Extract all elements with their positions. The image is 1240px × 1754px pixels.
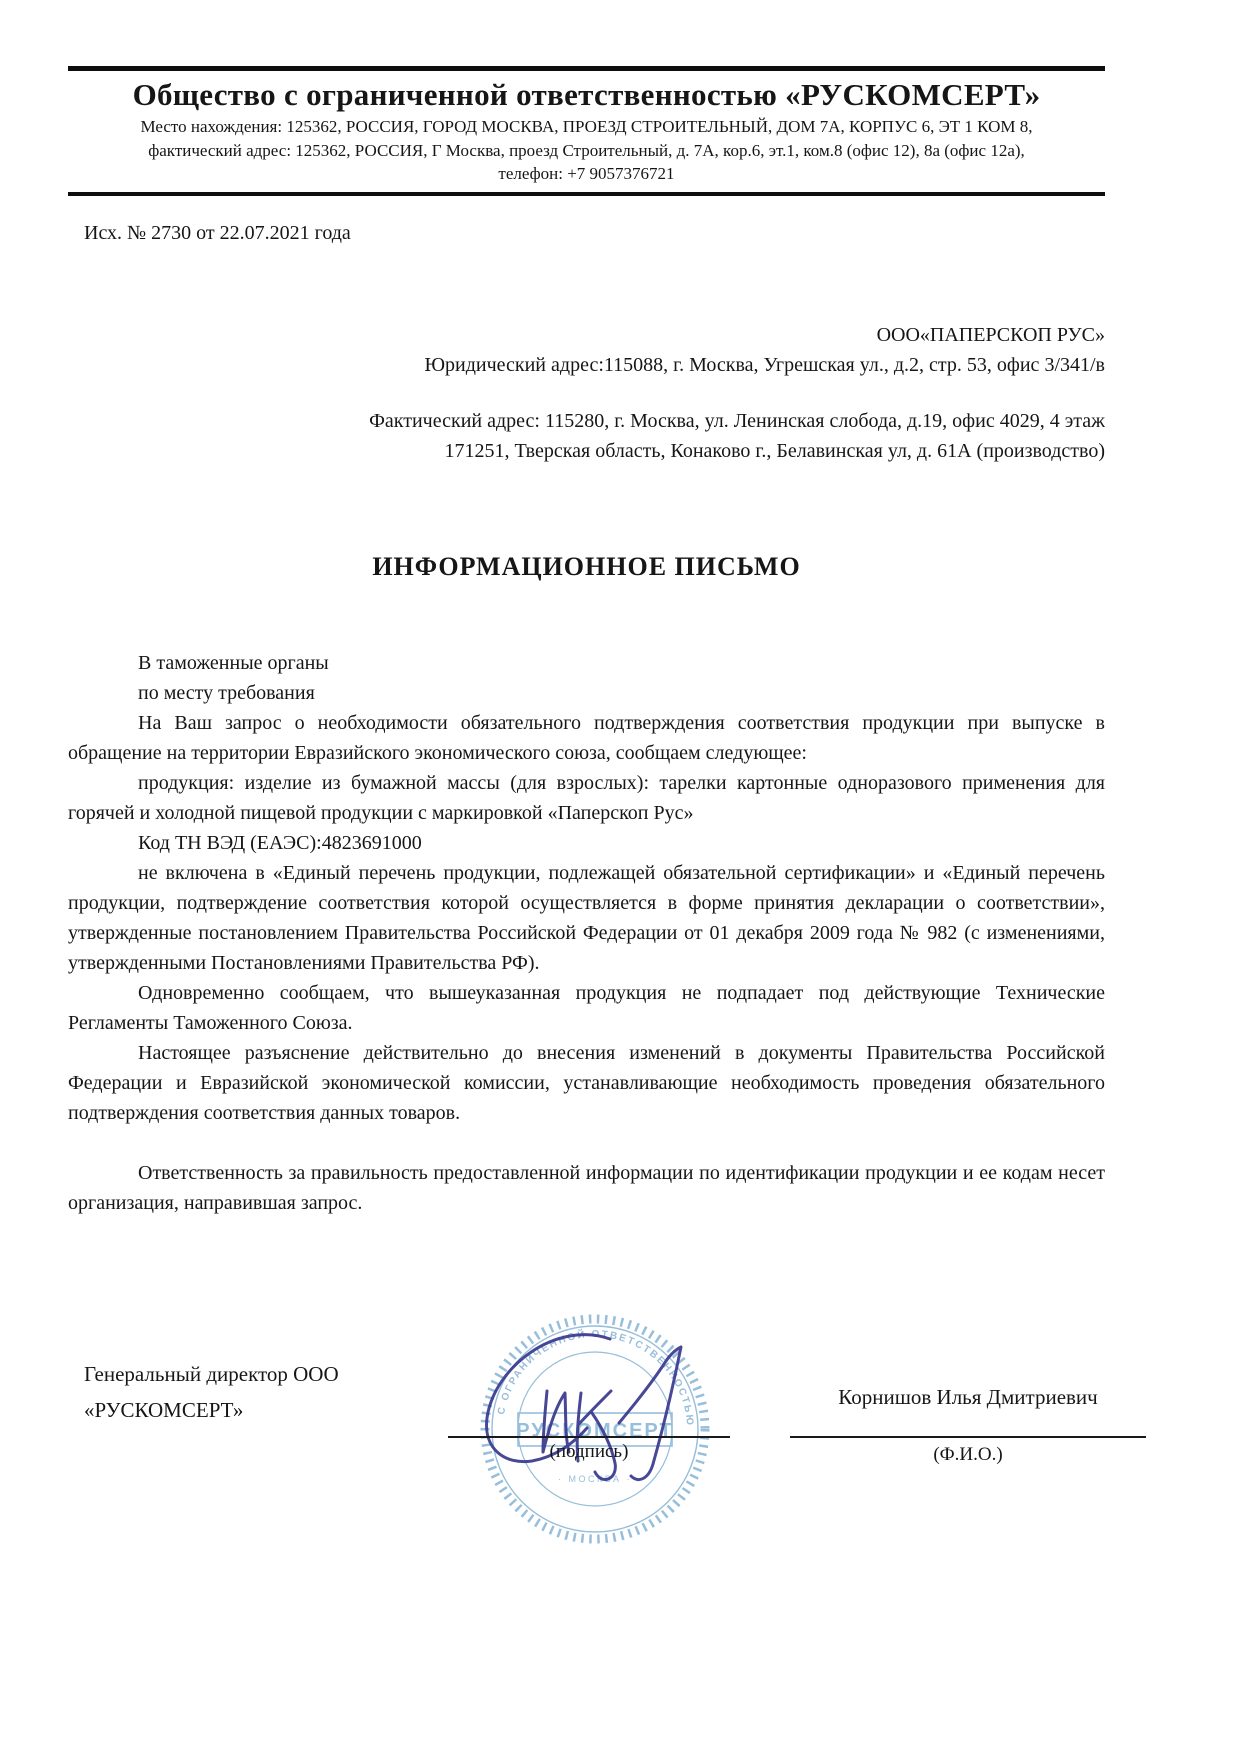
- paragraph-request: На Ваш запрос о необходимости обязательного подтверждения соответствия продукции при выпуске в обращение на территории Евразийского экономического союза, сообщаем следующее:: [68, 712, 1105, 764]
- signature-line: [448, 1436, 730, 1438]
- company-name: Общество с ограниченной ответственностью «РУСКОМСЕРТ»: [132, 77, 1041, 112]
- signature-caption: (подпись): [549, 1441, 629, 1462]
- stamp-center-text: РУСКОМСЕРТ: [516, 1420, 674, 1442]
- paragraph-product: продукция: изделие из бумажной массы (для взрослых): тарелки картонные одноразового применения для горячей и холодной пищевой продукции с маркировкой «Паперскоп Рус»: [68, 772, 1105, 824]
- recipient-actual-address: Фактический адрес: 115280, г. Москва, ул. Ленинская слобода, д.19, офис 4029, 4 этаж: [369, 410, 1105, 432]
- signer-full-name: Корнишов Илья Дмитриевич: [838, 1385, 1098, 1409]
- addressee-line-2: по месту требования: [138, 682, 315, 704]
- company-stamp: [458, 1292, 732, 1566]
- paragraph-not-included: не включена в «Единый перечень продукции, подлежащей обязательной сертификации» и «Единый перечень продукции, подтверждение соответствия которой осуществляется в форме принятия декларации о соответствии», утвержденные постановлением Правительства Российской Федерации от 01 декабря 2009 года № 982 (с изменениями, утвержденными Постановлениями Правительства РФ).: [68, 862, 1105, 974]
- stamp-city-text: · МОСКВА ·: [558, 1474, 632, 1484]
- stamp-and-signature: [458, 1292, 732, 1566]
- recipient-gap: [68, 380, 1105, 406]
- fio-caption: (Ф.И.О.): [933, 1444, 1003, 1465]
- recipient-legal-address: Юридический адрес:115088, г. Москва, Угрешская ул., д.2, стр. 53, офис 3/341/в: [424, 354, 1105, 376]
- paragraph-validity: Настоящее разъяснение действительно до внесения изменений в документы Правительства Российской Федерации и Евразийской экономической комиссии, устанавливающие необходимость проведения обязательного подтверждения соответствия данных товаров.: [68, 1042, 1105, 1124]
- recipient-name: ООО«ПАПЕРСКОП РУС»: [876, 324, 1105, 346]
- letter-body: [68, 648, 1105, 1218]
- signer-position: [84, 1356, 339, 1428]
- paragraph-responsibility: Ответственность за правильность предоставленной информации по идентификации продукции и ее кодам несет организация, направившая запрос.: [68, 1162, 1105, 1214]
- paragraph-technical-regulations: Одновременно сообщаем, что вышеуказанная продукция не подпадает под действующие Технические Регламенты Таможенного Союза.: [68, 982, 1105, 1034]
- recipient-block: [68, 320, 1105, 466]
- letterhead-phone-line: телефон: +7 9057376721: [498, 164, 675, 183]
- signer-position-line-1: Генеральный директор ООО: [84, 1362, 339, 1386]
- letterhead-location-line: Место нахождения: 125362, РОССИЯ, ГОРОД МОСКВА, ПРОЕЗД СТРОИТЕЛЬНЫЙ, ДОМ 7А, КОРПУС 6, ЭТ 1 КОМ 8,: [140, 117, 1033, 136]
- outgoing-reference: Исх. № 2730 от 22.07.2021 года: [84, 222, 351, 244]
- letterhead: [68, 66, 1105, 196]
- recipient-production-address: 171251, Тверская область, Конаково г., Белавинская ул, д. 61А (производство): [444, 440, 1105, 462]
- stamp-ring-text: С ОГРАНИЧЕННОЙ ОТВЕТСТВЕННОСТЬЮ: [496, 1328, 696, 1428]
- fio-line: [790, 1436, 1146, 1438]
- letterhead-actual-address-line: фактический адрес: 125362, РОССИЯ, Г Москва, проезд Строительный, д. 7А, кор.6, эт.1, ком.8 (офис 12), 8а (офис 12а),: [148, 140, 1025, 160]
- addressee-line-1: В таможенные органы: [138, 652, 329, 674]
- signer-position-line-2: «РУСКОМСЕРТ»: [84, 1398, 244, 1422]
- paragraph-tnved-code: Код ТН ВЭД (ЕАЭС):4823691000: [138, 832, 422, 854]
- document-title: ИНФОРМАЦИОННОЕ ПИСЬМО: [372, 552, 801, 581]
